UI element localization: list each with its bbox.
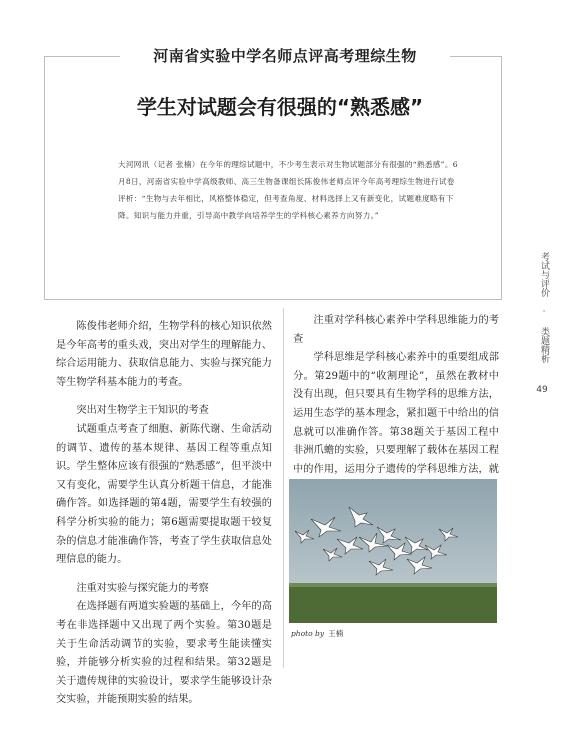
birds-illustration	[289, 479, 497, 623]
left-column	[56, 318, 272, 710]
subheading: 突出对生物学主干知识的考查	[76, 405, 209, 417]
subheading: 注重对实验与探究能力的考察	[76, 582, 209, 594]
article-title: 学生对试题会有很强的“熟悉感”	[136, 95, 424, 119]
credit-label: photo by	[291, 629, 325, 638]
paragraph: 试题重点考查了细胞、新陈代谢、生命活动的调节、遗传的基本规律、基因工程等重点知识。学生整体应该有很强的“熟悉感”，但平淡中又有变化，需要学生认真分析题干信息，才能准确作答。如选择题的第4题，需要学生有较强的科学分析实验的能力；第6题需要提取题干较复杂的信息才能准确作答，考查了学生获取信息处理信息的能力。	[56, 423, 272, 566]
right-column	[293, 302, 499, 498]
bird-photo	[289, 479, 497, 623]
paragraph: 学科思维是学科核心素养中的重要组成部分。第29题中的“收割理论”，虽然在教材中没有出现，但只要具有生物学科的思维方法，运用生态学的基本理念，紧扣题干中给出的信息就可以准确作答。第38题关于基因工程中非洲爪蟾的实验，只要理解了载体在基因工程中的作用，运用分子遗传的学科思维方法，就	[293, 352, 499, 475]
article-lead: 大河网讯（记者 张楠）在今年的理综试题中，不少考生表示对生物试题部分有很强的“熟悉感”。6月8日，河南省实验中学高级教师、高三生物备课组长陈俊伟老师点评今年高考理综生物进行试卷评析：“生物与去年相比，风格整体稳定，但考查角度、材料选择上又有新变化，试题难度略有下降。知识与能力并重，引导高中教学向培养学生的学科核心素养方向努力。”	[118, 160, 458, 220]
page-header: 河南省实验中学名师点评高考理综生物	[120, 40, 450, 72]
column-divider	[283, 308, 284, 668]
subheading: 注重对学科核心素养中学科思维能力的考查	[293, 315, 499, 345]
credit-name: 王楠	[328, 629, 344, 638]
section-label: 考试与评价 · 类题精析	[539, 252, 549, 363]
photo-credit	[291, 628, 343, 639]
paragraph: 在选择题有两道实验题的基础上，今年的高考在非选择题中又出现了两个实验。第30题是关于生命活动调节的实验，要求考生能读懂实验，并能够分析实验的过程和结果。第32题是关于遗传规律的实验设计，要求学生能够设计杂交实验，并能预期实验的结果。	[56, 601, 272, 706]
page-number: 49	[536, 385, 548, 395]
paragraph: 陈俊伟老师介绍，生物学科的核心知识依然是今年高考的重头戏，突出对学生的理解能力、综合运用能力、获取信息能力、实验与探究能力等生物学科基本能力的考查。	[56, 321, 272, 388]
